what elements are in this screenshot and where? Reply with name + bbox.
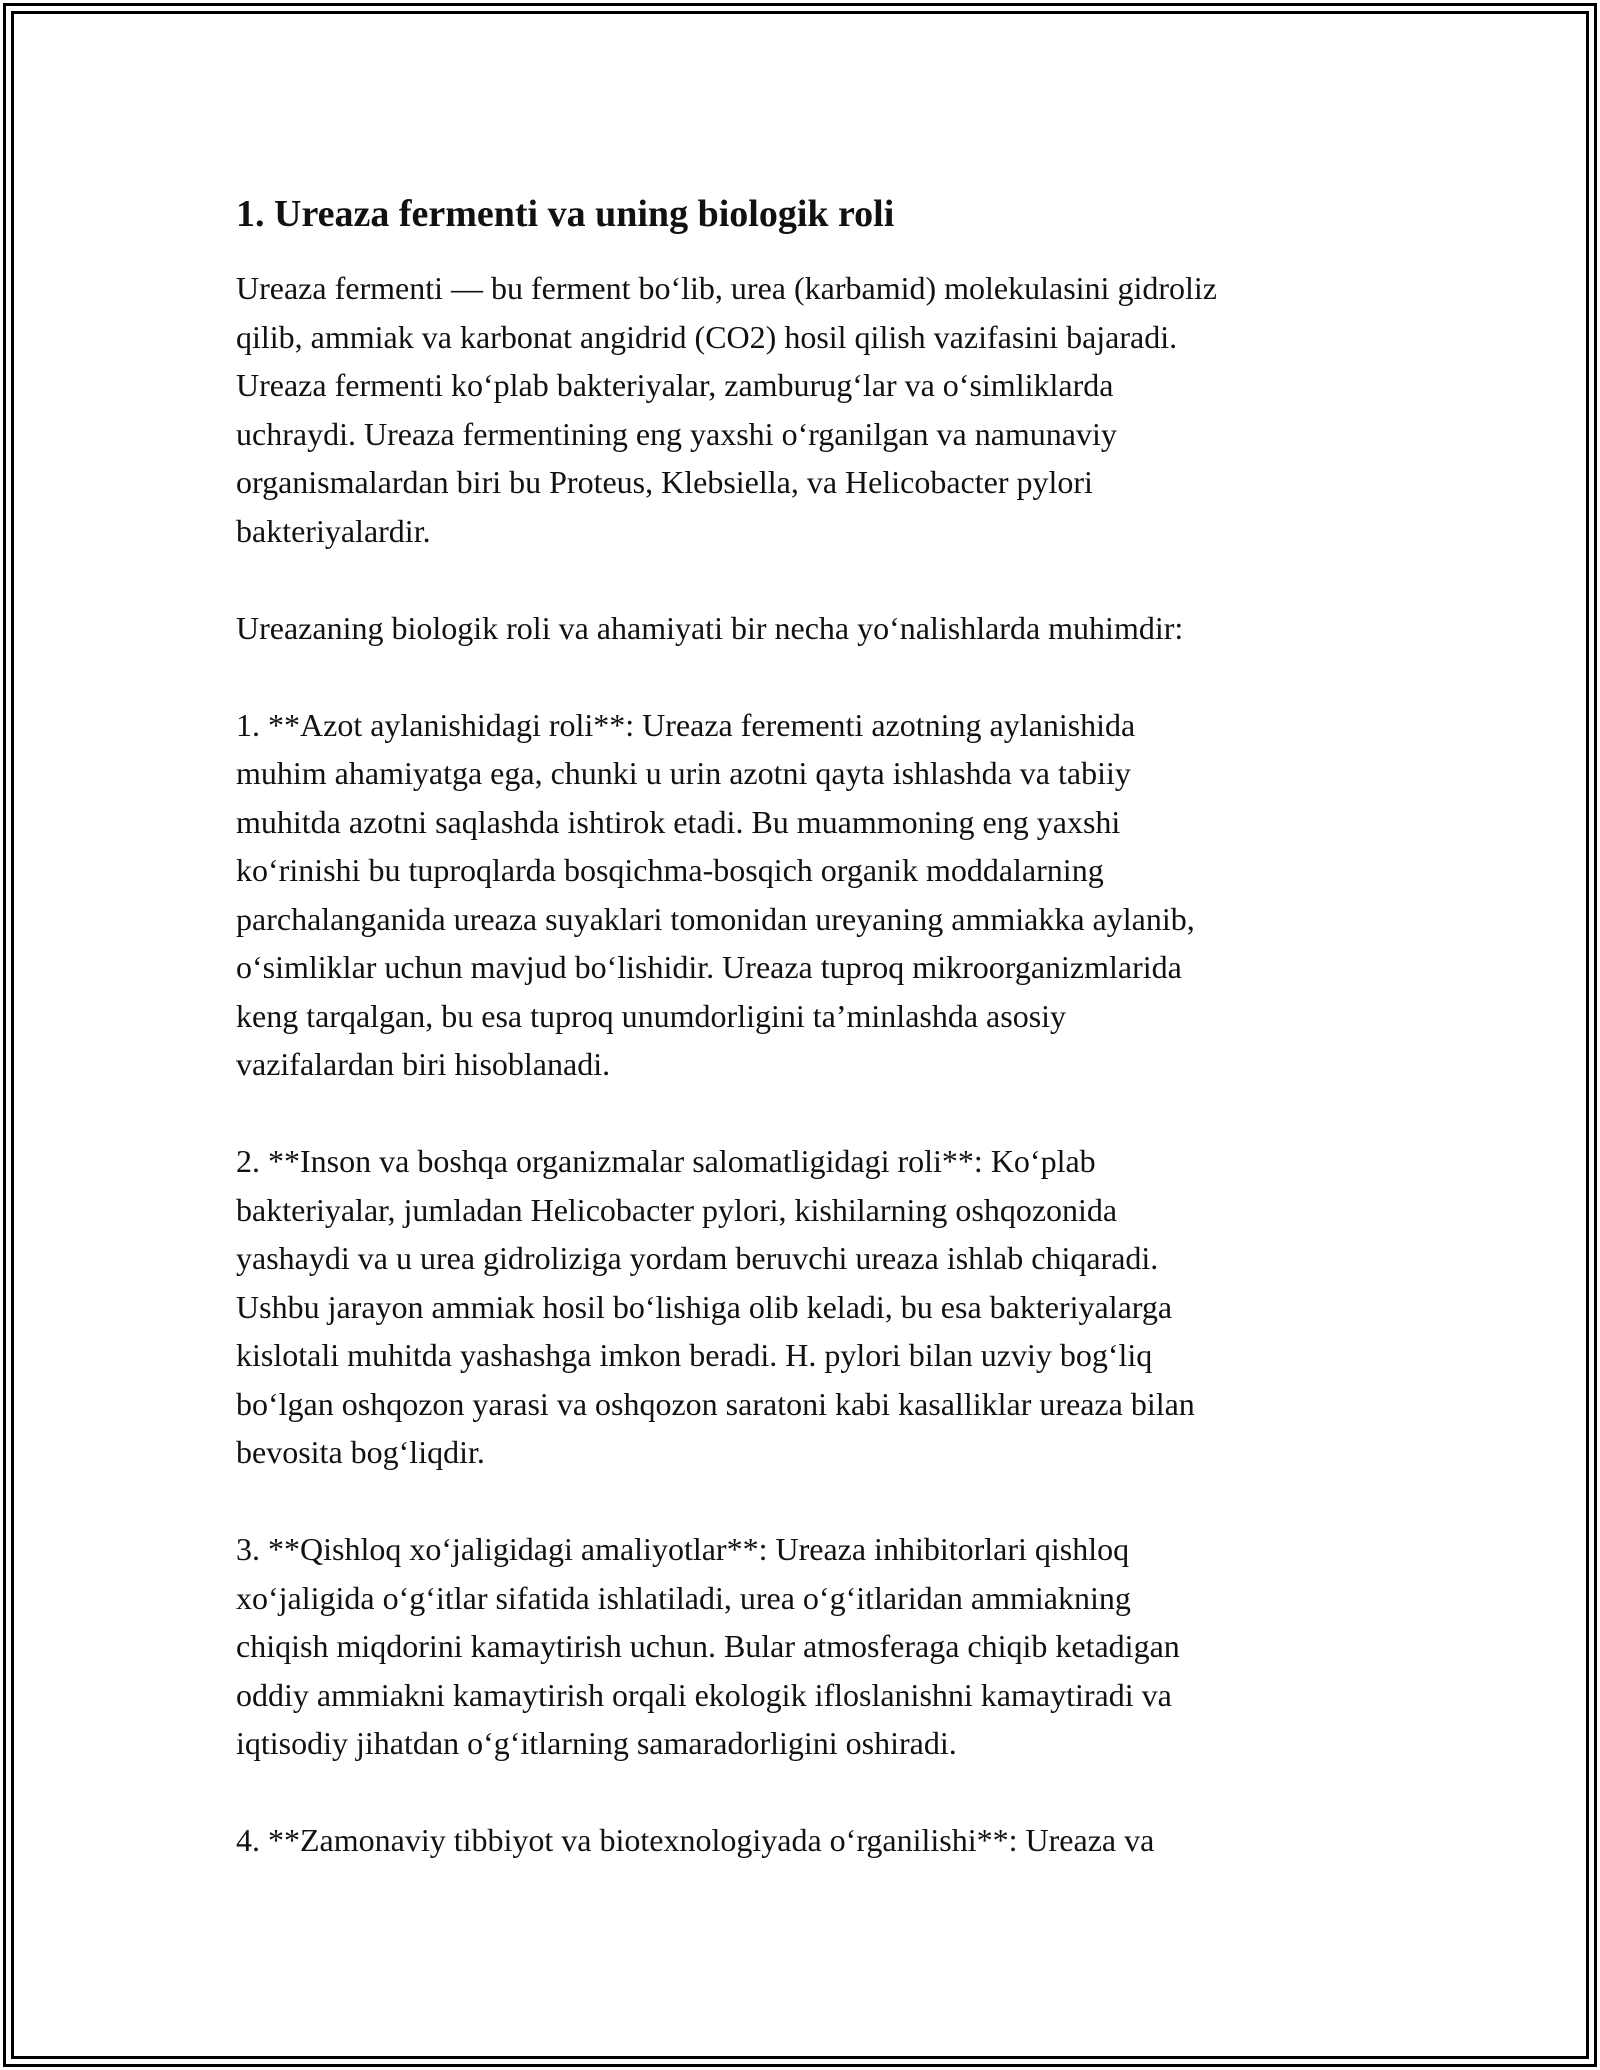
paragraph-health: 2. **Inson va boshqa organizmalar salomatligidagi roli**: Ko‘plab bakteriyalar, jumladan Helicobacter pylori, kishilarning oshqozonida yashaydi va u urea gidroliziga yordam beruvchi ureaza ishlab chiqaradi. Ushbu jarayon ammiak hosil bo‘lishiga olib keladi, bu esa bakteriyalarga kislotali muhitda yashashga imkon beradi. H. pylori bilan uzviy bog‘liq bo‘lgan oshqozon yarasi va oshqozon saratoni kabi kasalliklar ureaza bilan bevosita bog‘liqdir. (236, 1143, 1195, 1470)
document-body (236, 188, 1376, 1913)
paragraph-intro: Ureaza fermenti — bu ferment bo‘lib, urea (karbamid) molekulasini gidroliz qilib, ammiak va karbonat angidrid (CO2) hosil qilish vazifasini bajaradi. Ureaza fermenti ko‘plab bakteriyalar, zamburug‘lar va o‘simliklarda uchraydi. Ureaza fermentining eng yaxshi o‘rganilgan va namunaviy organismalardan biri bu Proteus, Klebsiella, va Helicobacter pylori bakteriyalardir. (236, 270, 1217, 549)
paragraph-nitrogen-cycle: 1. **Azot aylanishidagi roli**: Ureaza ferementi azotning aylanishida muhim ahamiyatga ega, chunki u urin azotni qayta ishlashda va tabiiy muhitda azotni saqlashda ishtirok etadi. Bu muammoning eng yaxshi ko‘rinishi bu tuproqlarda bosqichma-bosqich organik moddalarning parchalanganida ureaza suyaklari tomonidan ureyaning ammiakka aylanib, o‘simliklar uchun mavjud bo‘lishidir. Ureaza tuproq mikroorganizmlarida keng tarqalgan, bu esa tuproq unumdorligini ta’minlashda asosiy vazifalardan biri hisoblanadi. (236, 706, 1195, 1082)
paragraph-agriculture: 3. **Qishloq xo‘jaligidagi amaliyotlar**: Ureaza inhibitorlari qishloq xo‘jaligida o‘g‘itlar sifatida ishlatiladi, urea o‘g‘itlaridan ammiakning chiqish miqdorini kamaytirish uchun. Bular atmosferaga chiqib ketadigan oddiy ammiakni kamaytirish orqali ekologik ifloslanishni kamaytiradi va iqtisodiy jihatdan o‘g‘itlarning samaradorligini oshiradi. (236, 1531, 1180, 1761)
paragraph-overview: Ureazaning biologik roli va ahamiyati bir necha yo‘nalishlarda muhimdir: (236, 609, 1184, 646)
paragraph-medicine: 4. **Zamonaviy tibbiyot va biotexnologiyada o‘rganilishi**: Ureaza va (236, 1822, 1155, 1858)
document-title: 1. Ureaza fermenti va uning biologik roli (236, 193, 895, 235)
